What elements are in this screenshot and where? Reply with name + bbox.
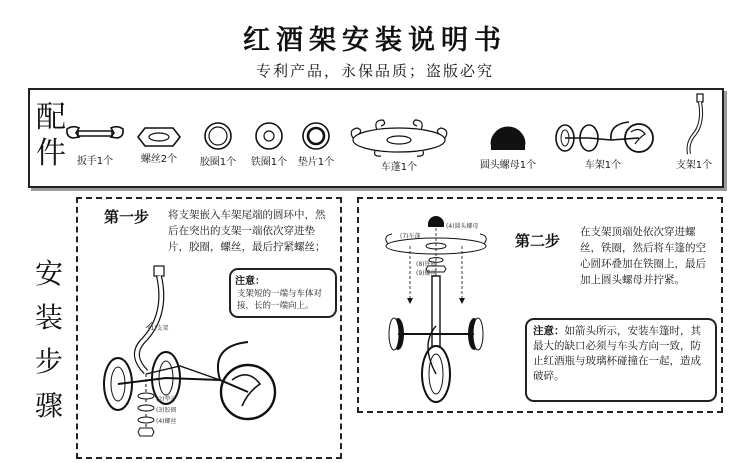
step1-callout: (2)垫片 bbox=[156, 396, 177, 403]
step2-note-body bbox=[533, 324, 709, 384]
wrench-icon bbox=[64, 124, 126, 150]
canopy-icon bbox=[347, 118, 451, 158]
step2-callout: (7)车蓬 bbox=[400, 233, 421, 240]
part-label: 车架1个 bbox=[584, 160, 622, 171]
parts-side-char: 配 bbox=[36, 100, 66, 135]
iron-ring-icon bbox=[254, 121, 284, 151]
step1-callout: (4)螺丝 bbox=[156, 418, 177, 425]
steps-side-char: 步 bbox=[34, 345, 63, 378]
part-rubber-ring bbox=[193, 121, 243, 168]
step2-callout: (8)铁圈 bbox=[416, 261, 437, 268]
step2-diagram bbox=[376, 206, 504, 408]
steps-side-char: 安 bbox=[34, 257, 63, 290]
screw-icon bbox=[137, 126, 181, 148]
step2-text: 在支架顶端处依次穿进螺丝，铁圈，然后将车篷的空心圆环叠加在铁圈上，最后加上圆头螺母并拧紧。 bbox=[580, 226, 706, 286]
step2-callout: (9)螺丝 bbox=[416, 270, 437, 277]
steps-side-label bbox=[32, 252, 66, 428]
step2-note bbox=[525, 318, 717, 402]
part-washer bbox=[291, 121, 341, 168]
round-nut-icon bbox=[488, 116, 528, 154]
step1-callout: (1)支架 bbox=[148, 325, 169, 332]
step2-note-title: 注意： bbox=[533, 325, 565, 337]
rubber-ring-icon bbox=[203, 121, 233, 151]
part-canopy bbox=[344, 118, 454, 173]
step2-note-text: 如箭头所示，安装车篷时，其最大的缺口必须与车头方向一致，防止红酒瓶与玻璃杯碰撞在一起，造成破碎。 bbox=[533, 325, 701, 382]
frame-icon bbox=[551, 116, 655, 156]
part-bracket bbox=[670, 92, 718, 171]
part-screw bbox=[132, 126, 186, 165]
parts-side-char: 件 bbox=[36, 136, 66, 171]
step1-callout: (3)胶圈 bbox=[156, 407, 177, 414]
part-label: 垫片1个 bbox=[297, 157, 335, 168]
steps-side-char: 装 bbox=[34, 301, 63, 334]
part-wrench bbox=[62, 124, 128, 167]
step1-note-title: 注意： bbox=[235, 276, 265, 287]
part-iron-ring bbox=[244, 121, 294, 168]
part-label: 胶圈1个 bbox=[199, 157, 237, 168]
part-frame bbox=[548, 116, 658, 171]
part-round-nut bbox=[470, 116, 546, 171]
washer-icon bbox=[301, 121, 331, 151]
part-label: 圆头螺母1个 bbox=[479, 160, 537, 171]
step1-diagram bbox=[80, 262, 280, 452]
step1-title: 第一步 bbox=[104, 208, 150, 226]
bracket-icon bbox=[679, 92, 709, 156]
step2-callout: (4)圆头螺母 bbox=[446, 223, 479, 230]
part-label: 扳手1个 bbox=[76, 156, 114, 167]
part-label: 铁圈1个 bbox=[250, 157, 288, 168]
step1-text: 将支架嵌入车架尾端的圆环中，然后在突出的支架一端依次穿进垫片，胶圈，螺丝，最后拧紧螺丝； bbox=[168, 209, 326, 253]
page-title: 红酒架安装说明书 bbox=[243, 25, 507, 56]
step1-note-text: 支架短的一端与车体对接，长的一端向上。 bbox=[237, 289, 323, 311]
part-label: 螺丝2个 bbox=[140, 154, 178, 165]
part-label: 车蓬1个 bbox=[380, 162, 418, 173]
step2-title: 第二步 bbox=[515, 232, 561, 250]
steps-side-char: 骤 bbox=[34, 389, 63, 422]
part-label: 支架1个 bbox=[675, 160, 713, 171]
page-subtitle: 专利产品，永保品质；盗版必究 bbox=[255, 62, 494, 80]
